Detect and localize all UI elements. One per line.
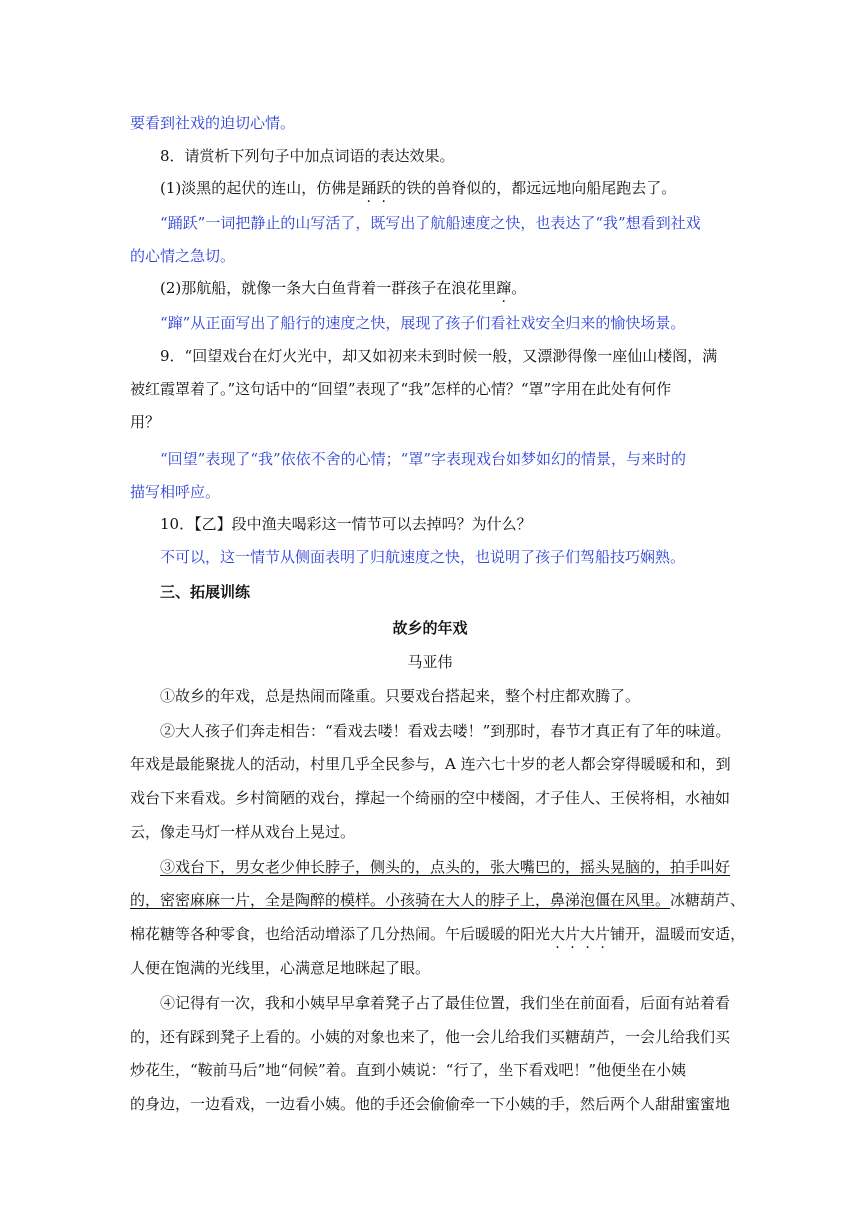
paragraph-3-line-4: 人便在饱满的光线里，心满意足地眯起了眼。 <box>130 959 431 977</box>
answer-8-2: “蹿”从正面写出了船行的速度之快，展现了孩子们看社戏安全归来的愉快场景。 <box>160 314 686 332</box>
answer-8-1-line-1: “踊跃”一词把静止的山写活了，既写出了航船速度之快，也表达了“我”想看到社戏 <box>160 214 701 232</box>
question-10: 10．【乙】段中渔夫喝彩这一情节可以去掉吗？为什么？ <box>160 515 532 533</box>
question-8-sentence-1 <box>160 178 676 198</box>
dotted-word: 蹿 <box>496 279 512 297</box>
paragraph-4-line-4: 的身边，一边看戏，一边看小姨。他的手还会偷偷牵一下小姨的手，然后两个人甜甜蜜蜜地 <box>130 1095 731 1113</box>
answer-9-line-1: “回望”表现了“我”依依不舍的心情；“罩”字表现戏台如梦如幻的情景，与来时的 <box>160 450 687 468</box>
text-segment: (2)那航船，就像一条大白鱼背着一群孩子在浪花里 <box>160 279 497 297</box>
text-segment: (1)淡黑的起伏的连山，仿佛是 <box>160 179 362 197</box>
paragraph-1: ①故乡的年戏，总是热闹而隆重。只要戏台搭起来，整个村庄都欢腾了。 <box>160 687 641 705</box>
text-segment: 。 <box>511 279 527 297</box>
answer-7-continuation: 要看到社戏的迫切心情。 <box>130 114 296 132</box>
paragraph-2-line-3: 戏台下来看戏。乡村简陋的戏台，撑起一个绮丽的空中楼阁，才子佳人、王侯将相，水袖如 <box>130 789 731 807</box>
dotted-word: 踊 <box>361 179 377 197</box>
question-9-line-1: 9．“回望戏台在灯火光中，却又如初来未到时候一般，又漂渺得像一座仙山楼阁，满 <box>160 347 718 365</box>
paragraph-4-line-1: ④记得有一次，我和小姨早早拿着凳子占了最佳位置，我们坐在前面看，后面有站着看 <box>160 994 731 1012</box>
dotted-word: 大 <box>580 925 596 943</box>
answer-10: 不可以，这一情节从侧面表明了归航速度之快，也说明了孩子们驾船技巧娴熟。 <box>160 548 686 566</box>
article-author: 马亚伟 <box>407 653 453 671</box>
underlined-text: 的，密密麻麻一片，全是陶醉的模样。小孩骑在大人的脖子上，鼻涕泡僵在风里。 <box>130 891 671 909</box>
paragraph-3-line-2 <box>130 890 745 910</box>
dotted-word: 大 <box>550 925 566 943</box>
text-segment: 的铁的兽脊似的，都远远地向船尾跑去了。 <box>391 179 677 197</box>
dotted-word: 片 <box>595 925 611 943</box>
dotted-word: 跃 <box>376 179 392 197</box>
paragraph-2-line-1: ②大人孩子们奔走相告：“看戏去喽！看戏去喽！”到那时，春节才真正有了年的味道。 <box>160 722 731 740</box>
paragraph-3-line-3 <box>130 924 745 944</box>
question-9-line-3: 用？ <box>130 413 161 431</box>
paragraph-3-line-1: ③戏台下，男女老少伸长脖子，侧头的，点头的，张大嘴巴的，摇头晃脑的，拍手叫好 <box>160 858 731 876</box>
paragraph-2-line-2: 年戏是最能聚拢人的活动，村里几乎全民参与，A 连六七十岁的老人都会穿得暖暖和和，到 <box>130 755 731 773</box>
question-8-sentence-2 <box>160 278 526 298</box>
text-segment: 冰糖葫芦、 <box>670 891 746 909</box>
text-segment: 棉花糖等各种零食，也给活动增添了几分热闹。午后暖暖的阳光 <box>130 925 551 943</box>
section-heading: 三、拓展训练 <box>160 583 251 601</box>
article-title: 故乡的年戏 <box>392 619 468 637</box>
answer-8-1-line-2: 的心情之急切。 <box>130 247 236 265</box>
dotted-word: 片 <box>565 925 581 943</box>
answer-9-line-2: 描写相呼应。 <box>130 483 221 501</box>
question-9-line-2: 被红霞罩着了。”这句话中的“回望”表现了“我”怎样的心情？“罩”字用在此处有何作 <box>130 380 672 398</box>
paragraph-4-line-2: 的，还有踩到凳子上看的。小姨的对象也来了，他一会儿给我们买糖葫芦，一会儿给我们买 <box>130 1028 731 1046</box>
question-8: 8．请赏析下列句子中加点词语的表达效果。 <box>160 147 455 165</box>
text-segment: 铺开，温暖而安适， <box>610 925 746 943</box>
paragraph-4-line-3: 炒花生，“鞍前马后”地“伺候”着。直到小姨说：“行了，坐下看戏吧！”他便坐在小姨 <box>130 1061 687 1079</box>
paragraph-2-line-4: 云，像走马灯一样从戏台上晃过。 <box>130 823 356 841</box>
